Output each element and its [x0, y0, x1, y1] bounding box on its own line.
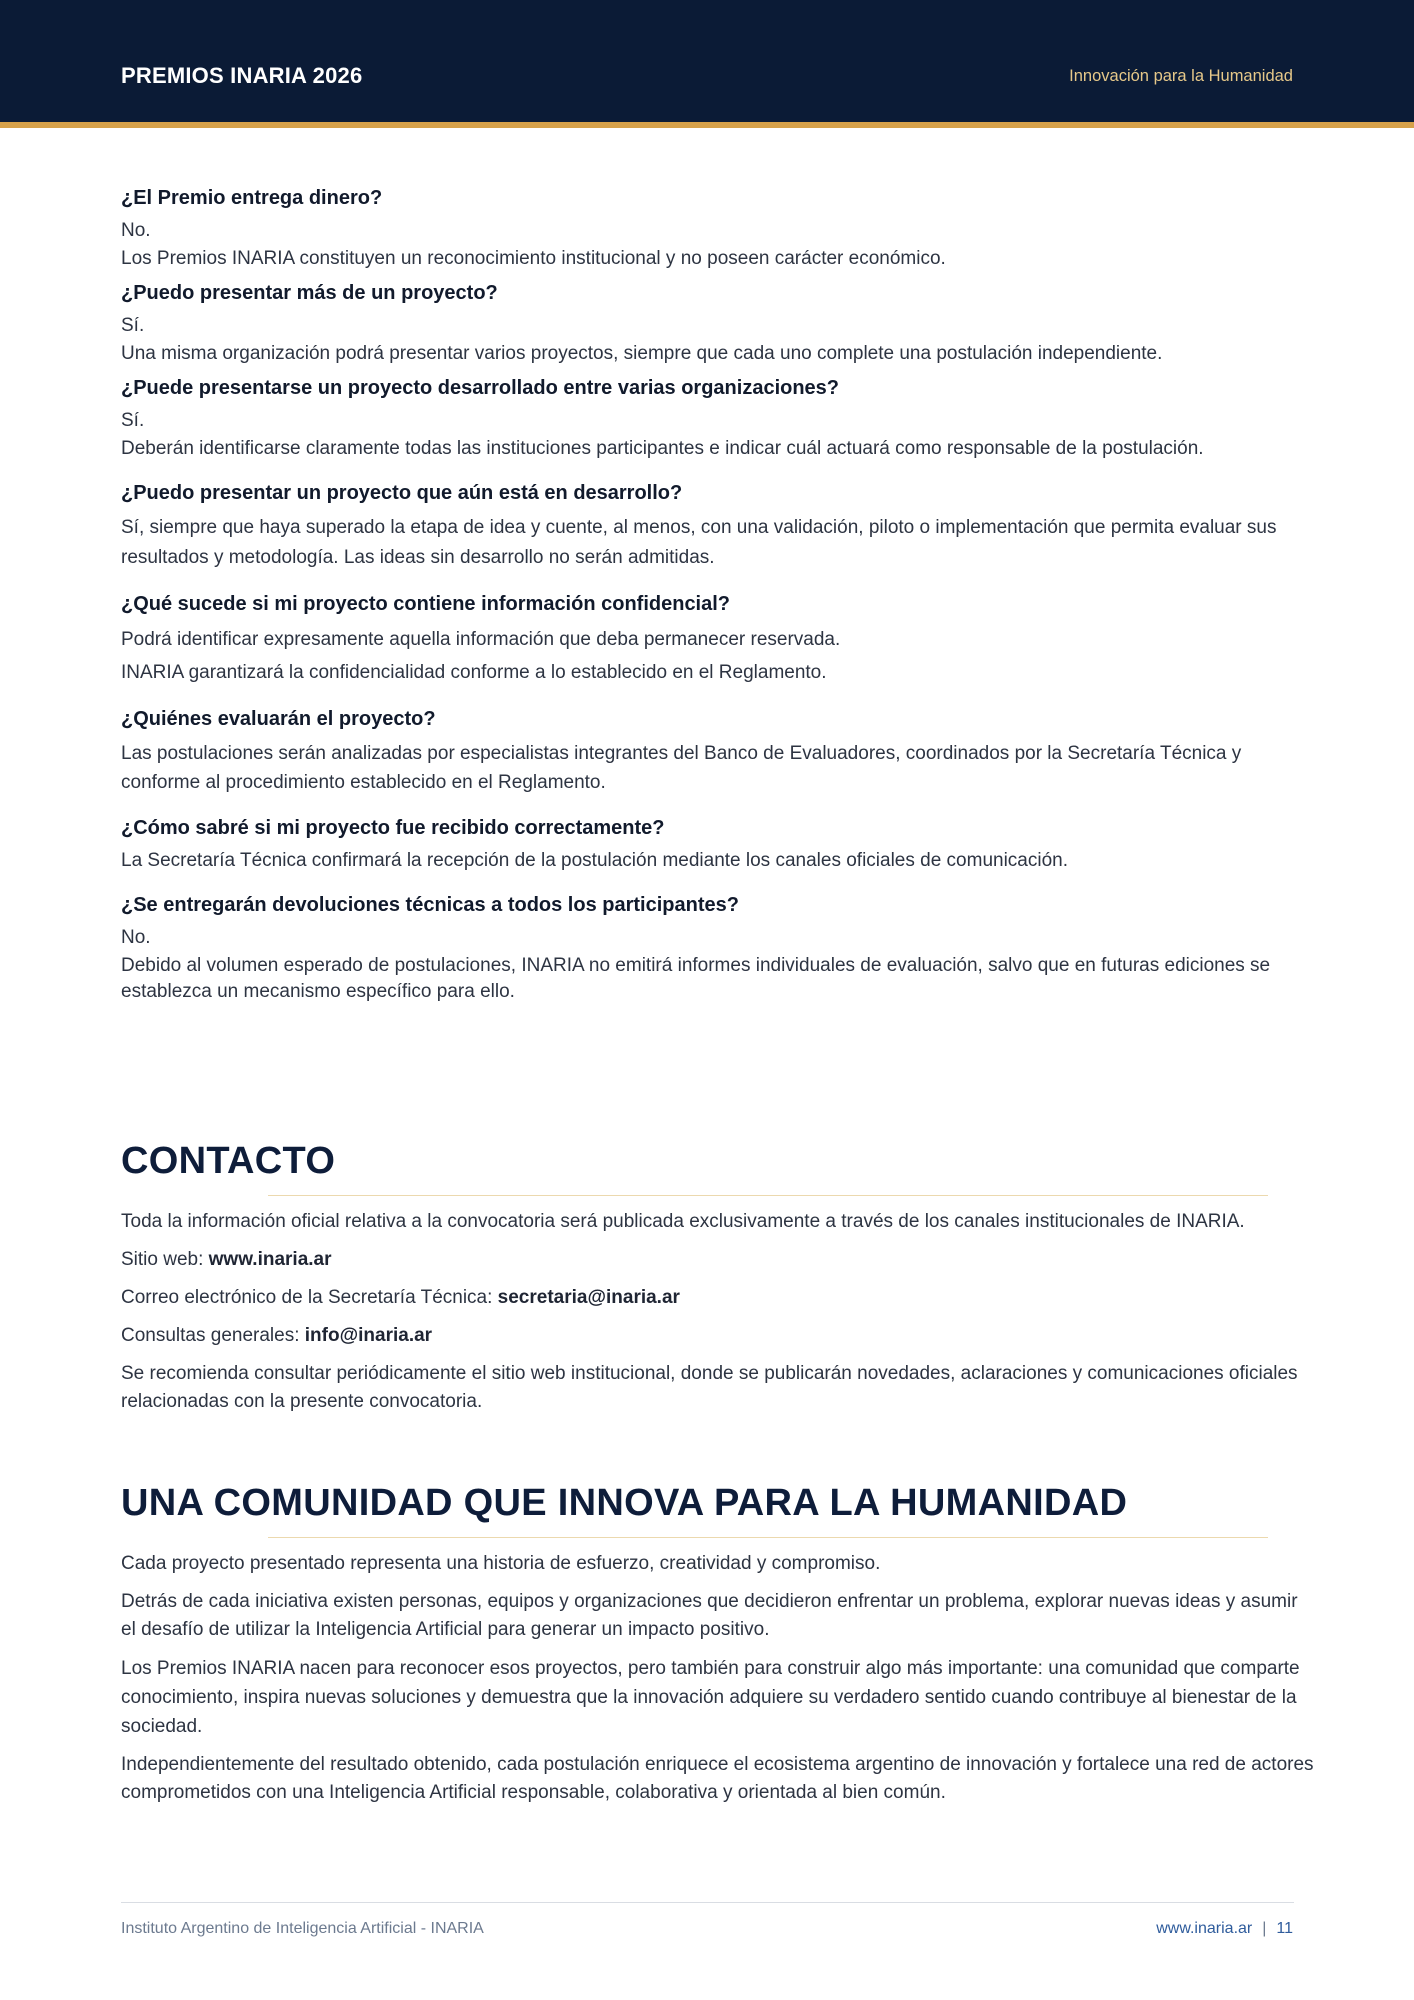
- community-paragraph: Independientemente del resultado obtenido, cada postulación enriquece el ecosistema argentino de innovación y fortalece una red de actores comprometidos con una Inteligencia Artificial responsable, colaborativa y orientada al bien común.: [121, 1754, 1314, 1803]
- faq-question: ¿Puedo presentar un proyecto que aún está en desarrollo?: [121, 482, 683, 504]
- faq-answer: No.: [121, 927, 151, 948]
- faq-answer: Sí.: [121, 315, 145, 336]
- contact-general-label: Consultas generales:: [121, 1325, 305, 1346]
- faq-question: ¿Se entregarán devoluciones técnicas a todos los participantes?: [121, 894, 739, 916]
- faq-question: ¿Quiénes evaluarán el proyecto?: [121, 708, 436, 730]
- footer-url-link[interactable]: www.inaria.ar: [1156, 1920, 1253, 1937]
- faq-answer: Debido al volumen esperado de postulaciones, INARIA no emitirá informes individuales de evaluación, salvo que en futuras ediciones se establezca un mecanismo específico para ello.: [121, 955, 1271, 1002]
- faq-section: [121, 187, 1316, 1015]
- header-title: PREMIOS INARIA 2026: [121, 63, 363, 88]
- contact-web-link[interactable]: www.inaria.ar: [208, 1249, 332, 1270]
- faq-question: ¿Puede presentarse un proyecto desarrollado entre varias organizaciones?: [121, 377, 840, 399]
- community-paragraph: Los Premios INARIA nacen para reconocer esos proyectos, pero también para construir algo más importante: una comunidad que comparte conocimiento, inspira nuevas soluciones y demuestra que la innovación adquiere su verdadero sentido cuando contribuye al bienestar de la sociedad.: [121, 1658, 1300, 1737]
- contact-email: [121, 1284, 1316, 1312]
- contact-outro: Se recomienda consultar periódicamente el sitio web institucional, donde se publicarán novedades, aclaraciones y comunicaciones oficiales relacionadas con la presente convocatoria.: [121, 1363, 1298, 1412]
- faq-answer: Sí.: [121, 410, 145, 431]
- faq-item: [121, 817, 1316, 874]
- faq-answer: La Secretaría Técnica confirmará la recepción de la postulación mediante los canales oficiales de comunicación.: [121, 850, 1069, 871]
- faq-item: [121, 593, 1316, 688]
- contact-intro: Toda la información oficial relativa a la convocatoria será publicada exclusivamente a través de los canales institucionales de INARIA.: [121, 1211, 1245, 1232]
- community-heading: UNA COMUNIDAD QUE INNOVA PARA LA HUMANIDAD: [121, 1482, 1128, 1524]
- footer-right: [1156, 1920, 1293, 1938]
- faq-answer: Una misma organización podrá presentar varios proyectos, siempre que cada uno complete una postulación independiente.: [121, 343, 1163, 364]
- faq-question: ¿Qué sucede si mi proyecto contiene información confidencial?: [121, 593, 731, 615]
- faq-item: [121, 187, 1316, 272]
- footer-separator: |: [1262, 1920, 1267, 1937]
- contact-email-label: Correo electrónico de la Secretaría Técnica:: [121, 1287, 498, 1308]
- section-divider: [268, 1537, 1268, 1538]
- faq-item: [121, 377, 1316, 462]
- footer-institution: Instituto Argentino de Inteligencia Artificial - INARIA: [121, 1920, 484, 1937]
- faq-answer: Deberán identificarse claramente todas las instituciones participantes e indicar cuál actuará como responsable de la postulación.: [121, 438, 1204, 459]
- footer-divider: [121, 1902, 1294, 1903]
- contact-heading: CONTACTO: [121, 1140, 336, 1182]
- section-divider: [268, 1195, 1268, 1196]
- faq-answer: Podrá identificar expresamente aquella información que deba permanecer reservada.: [121, 629, 841, 650]
- community-paragraph: Cada proyecto presentado representa una historia de esfuerzo, creatividad y compromiso.: [121, 1553, 881, 1574]
- community-paragraph: Detrás de cada iniciativa existen personas, equipos y organizaciones que decidieron enfrentar un problema, explorar nuevas ideas y asumir el desafío de utilizar la Inteligencia Artificial para generar un impacto positivo.: [121, 1591, 1298, 1640]
- faq-answer: Las postulaciones serán analizadas por especialistas integrantes del Banco de Evaluadores, coordinados por la Secretaría Técnica y conforme al procedimiento establecido en el Reglamento.: [121, 743, 1242, 793]
- faq-answer: No.: [121, 220, 151, 241]
- faq-question: ¿Puedo presentar más de un proyecto?: [121, 282, 498, 304]
- faq-answer: INARIA garantizará la confidencialidad conforme a lo establecido en el Reglamento.: [121, 662, 827, 683]
- faq-question: ¿Cómo sabré si mi proyecto fue recibido correctamente?: [121, 817, 665, 839]
- contact-section: [121, 1140, 1316, 1426]
- page-number: 11: [1276, 1920, 1293, 1937]
- page-header: [0, 0, 1414, 128]
- community-section: [121, 1482, 1316, 1817]
- faq-answer: Los Premios INARIA constituyen un reconocimiento institucional y no poseen carácter económico.: [121, 248, 946, 269]
- header-tagline: Innovación para la Humanidad: [1069, 67, 1293, 85]
- faq-question: ¿El Premio entrega dinero?: [121, 187, 383, 209]
- contact-web-label: Sitio web:: [121, 1249, 209, 1270]
- contact-general: [121, 1322, 1316, 1350]
- contact-general-link[interactable]: info@inaria.ar: [304, 1325, 433, 1346]
- faq-item: [121, 708, 1316, 797]
- contact-web: [121, 1246, 1316, 1274]
- faq-answer: Sí, siempre que haya superado la etapa de idea y cuente, al menos, con una validación, piloto o implementación que permita evaluar sus resultados y metodología. Las ideas sin desarrollo no serán admitidas.: [121, 517, 1277, 568]
- faq-item: [121, 894, 1316, 1005]
- faq-item: [121, 482, 1316, 573]
- faq-item: [121, 282, 1316, 367]
- contact-email-link[interactable]: secretaria@inaria.ar: [497, 1287, 680, 1308]
